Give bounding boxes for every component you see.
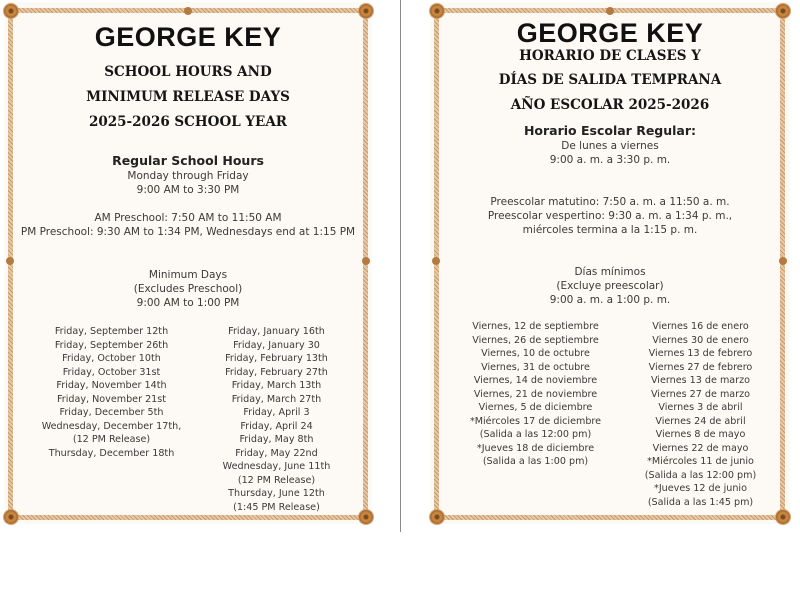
date-item: *Miércoles 11 de junio [647,456,754,467]
date-item: Viernes, 21 de noviembre [473,388,598,400]
date-item: (Salida a las 12:00 pm) [479,429,592,440]
date-item: Viernes 24 de abril [655,415,746,427]
border-bottom [10,515,366,520]
subtitle-line-3: 2025-2026 SCHOOL YEAR [88,114,288,130]
date-item: Friday, March 27th [231,393,322,405]
date-item: Viernes 8 de mayo [655,429,746,440]
date-item: Friday, November 14th [56,380,167,391]
date-item: Viernes 27 de febrero [648,361,753,373]
date-item: Friday, September 12th [54,326,169,337]
minimum-dates-list [24,325,354,514]
date-item: Friday, October 10th [62,353,161,364]
date-item: Thursday, December 18th [48,447,175,459]
regular-hours-days: Monday through Friday [127,170,249,182]
date-item: Viernes, 26 de septiembre [472,334,599,346]
subtitle-line-3: AÑO ESCOLAR 2025-2026 [510,97,710,113]
spring-dates-column [199,325,354,514]
corner-ornament-icon [430,510,444,524]
date-item: Viernes, 10 de octubre [481,348,590,359]
corner-ornament-icon [776,4,790,18]
minimum-days-heading: Días mínimos [574,266,646,278]
subtitle-line-2: MINIMUM RELEASE DAYS [86,89,290,105]
regular-hours-time: 9:00 a. m. a 3:30 p. m. [549,154,671,166]
corner-ornament-icon [4,4,18,18]
pm-preschool-wednesday: miércoles termina a la 1:15 p. m. [522,224,698,236]
corner-ornament-icon [4,510,18,524]
date-item: Friday, October 31st [62,366,161,378]
spring-dates-column [623,320,778,509]
date-item: Viernes, 5 de diciembre [478,402,593,413]
date-item: Viernes 27 de marzo [650,388,751,400]
school-title: GEORGE KEY [516,18,704,48]
date-item: Wednesday, December 17th, [41,420,182,432]
date-item: Friday, March 13th [231,380,322,391]
regular-hours-days: De lunes a viernes [561,140,659,152]
date-item: Friday, January 16th [228,326,325,337]
spanish-flyer [430,2,790,524]
edge-ornament-icon [779,257,787,265]
edge-ornament-icon [606,7,614,15]
date-item: Friday, February 27th [225,366,328,378]
minimum-dates-list [448,320,778,509]
date-item: Friday, May 22nd [235,447,318,459]
edge-ornament-icon [362,257,370,265]
date-item: Viernes 22 de mayo [652,442,749,454]
date-item: (12 PM Release) [72,434,151,445]
corner-ornament-icon [776,510,790,524]
am-preschool-hours: AM Preschool: 7:50 AM to 11:50 AM [94,212,282,224]
page-divider [400,0,401,532]
date-item: (Salida a las 12:00 pm) [644,469,757,481]
edge-ornament-icon [184,7,192,15]
date-item: (12 PM Release) [237,474,316,486]
english-flyer [4,2,372,524]
minimum-days-heading: Minimum Days [148,269,228,281]
date-item: (Salida a las 1:00 pm) [482,456,589,467]
date-item: Friday, January 30 [233,339,320,351]
date-item: Viernes, 12 de septiembre [472,321,599,332]
edge-ornament-icon [432,257,440,265]
regular-hours-heading: Horario Escolar Regular: [523,123,697,138]
pm-preschool-hours: PM Preschool: 9:30 AM to 1:34 PM, Wednesdays end at 1:15 PM [20,226,356,238]
date-item: Viernes 3 de abril [658,402,743,413]
am-preschool-hours: Preescolar matutino: 7:50 a. m. a 11:50 a. m. [490,196,730,208]
date-item: Friday, February 13th [225,353,328,364]
date-item: *Jueves 12 de junio [654,483,747,494]
subtitle-line-2: DÍAS DE SALIDA TEMPRANA [498,72,722,88]
subtitle-line-1: HORARIO DE CLASES Y [519,48,701,64]
date-item: Friday, September 26th [54,339,169,351]
date-item: Friday, April 3 [243,407,310,418]
date-item: Friday, December 5th [59,407,164,418]
date-item: Friday, May 8th [239,434,314,445]
date-item: (1:45 PM Release) [233,501,320,513]
date-item: Viernes 13 de febrero [648,348,753,359]
minimum-days-time: 9:00 AM to 1:00 PM [136,297,240,309]
corner-ornament-icon [430,4,444,18]
regular-hours-heading: Regular School Hours [112,153,264,168]
date-item: *Miércoles 17 de diciembre [469,415,602,427]
edge-ornament-icon [6,257,14,265]
regular-hours-time: 9:00 AM to 3:30 PM [136,184,240,196]
border-bottom [436,515,784,520]
date-item: Thursday, June 12th [228,488,325,499]
fall-dates-column [448,320,623,509]
corner-ornament-icon [359,510,373,524]
subtitle-line-1: SCHOOL HOURS AND [104,64,272,80]
corner-ornament-icon [359,4,373,18]
date-item: Viernes 30 de enero [652,334,749,346]
pm-preschool-hours: Preescolar vespertino: 9:30 a. m. a 1:34 p. m., [487,210,733,222]
minimum-days-note: (Excluye preescolar) [556,280,664,292]
minimum-days-time: 9:00 a. m. a 1:00 p. m. [549,294,671,306]
date-item: Friday, April 24 [240,420,313,432]
date-item: Friday, November 21st [56,393,167,405]
date-item: Viernes 16 de enero [652,321,749,332]
minimum-days-note: (Excludes Preschool) [133,283,243,295]
fall-dates-column [24,325,199,514]
date-item: Viernes 13 de marzo [650,375,751,386]
date-item: Viernes, 14 de noviembre [473,375,598,386]
date-item: Viernes, 31 de octubre [481,361,590,373]
date-item: *Jueves 18 de diciembre [476,442,595,454]
date-item: (Salida a las 1:45 pm) [647,496,754,508]
date-item: Wednesday, June 11th [222,461,331,472]
school-title: GEORGE KEY [94,22,282,52]
